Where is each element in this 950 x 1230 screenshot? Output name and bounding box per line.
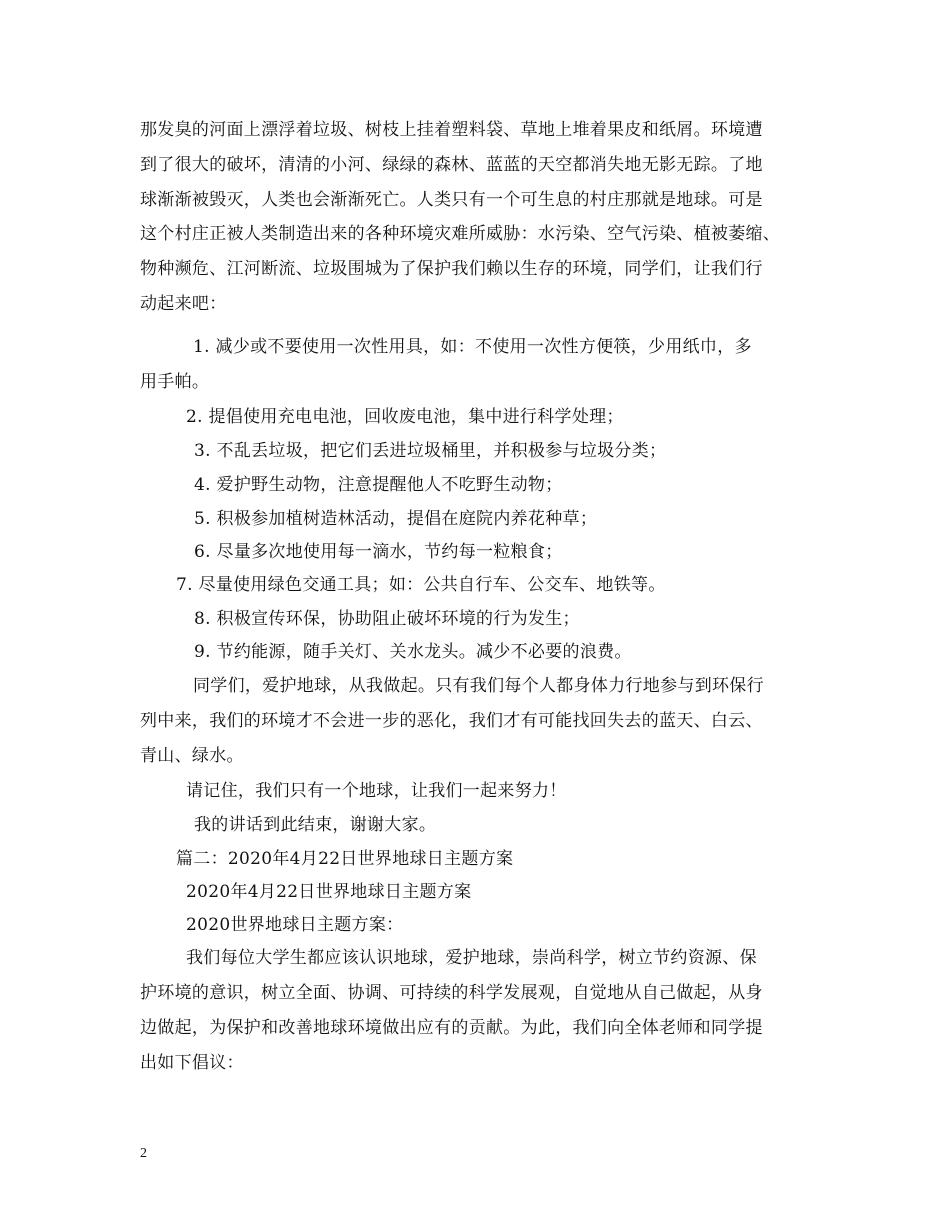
list-item-5: 5. 积极参加植树造林活动，提倡在庭院内养花种草； (194, 509, 598, 529)
section-subtitle: 2020年4月22日世界地球日主题方案 (186, 882, 472, 902)
body-line: 到了很大的破坏，清清的小河、绿绿的森林、蓝蓝的天空都消失地无影无踪。了地 (140, 155, 763, 175)
body-line: 我们每位大学生都应该认识地球，爱护地球，崇尚科学，树立节约资源、保 (186, 948, 757, 968)
section-subtitle: 2020世界地球日主题方案： (186, 915, 404, 935)
list-item-7: 7. 尽量使用绿色交通工具；如：公共自行车、公交车、地铁等。 (176, 575, 666, 595)
list-item-6: 6. 尽量多次地使用每一滴水，节约每一粒粮食； (194, 542, 563, 562)
section-heading: 篇二：2020年4月22日世界地球日主题方案 (176, 849, 514, 869)
body-line: 列中来，我们的环境才不会进一步的恶化，我们才有可能找回失去的蓝天、白云、 (140, 711, 763, 731)
list-item-4: 4. 爱护野生动物，注意提醒他人不吃野生动物； (194, 475, 563, 495)
body-line: 那发臭的河面上漂浮着垃圾、树枝上挂着塑料袋、草地上堆着果皮和纸屑。环境遭 (140, 120, 763, 140)
body-line: 动起来吧： (140, 294, 227, 314)
body-line: 物种濒危、江河断流、垃圾围城为了保护我们赖以生存的环境，同学们，让我们行 (140, 259, 763, 279)
body-line: 我的讲话到此结束，谢谢大家。 (194, 815, 437, 835)
body-line: 护环境的意识，树立全面、协调、可持续的科学发展观，自觉地从自己做起，从身 (140, 983, 763, 1003)
body-line: 出如下倡议： (140, 1053, 244, 1073)
body-line: 同学们，爱护地球，从我做起。只有我们每个人都身体力行地参与到环保行 (193, 676, 764, 696)
body-line: 球渐渐被毁灭，人类也会渐渐死亡。人类只有一个可生息的村庄那就是地球。可是 (140, 190, 763, 210)
page-number: 2 (140, 1146, 147, 1161)
body-line: 这个村庄正被人类制造出来的各种环境灾难所威胁：水污染、空气污染、植被萎缩、 (140, 224, 781, 244)
body-line: 请记住，我们只有一个地球，让我们一起来努力！ (186, 781, 567, 801)
list-item-2: 2. 提倡使用充电电池，回收废电池，集中进行科学处理； (186, 407, 624, 427)
list-item-1-cont: 用手帕。 (140, 372, 210, 392)
list-item-9: 9. 节约能源，随手关灯、关水龙头。减少不必要的浪费。 (194, 642, 632, 662)
list-item-8: 8. 积极宣传环保，协助阻止破坏环境的行为发生； (194, 609, 580, 629)
body-line: 青山、绿水。 (140, 746, 244, 766)
list-item-1: 1. 减少或不要使用一次性用具，如：不使用一次性方便筷，少用纸巾，多 (193, 337, 752, 357)
list-item-3: 3. 不乱丢垃圾，把它们丢进垃圾桶里，并积极参与垃圾分类； (194, 441, 667, 461)
body-line: 边做起，为保护和改善地球环境做出应有的贡献。为此，我们向全体老师和同学提 (140, 1018, 763, 1038)
